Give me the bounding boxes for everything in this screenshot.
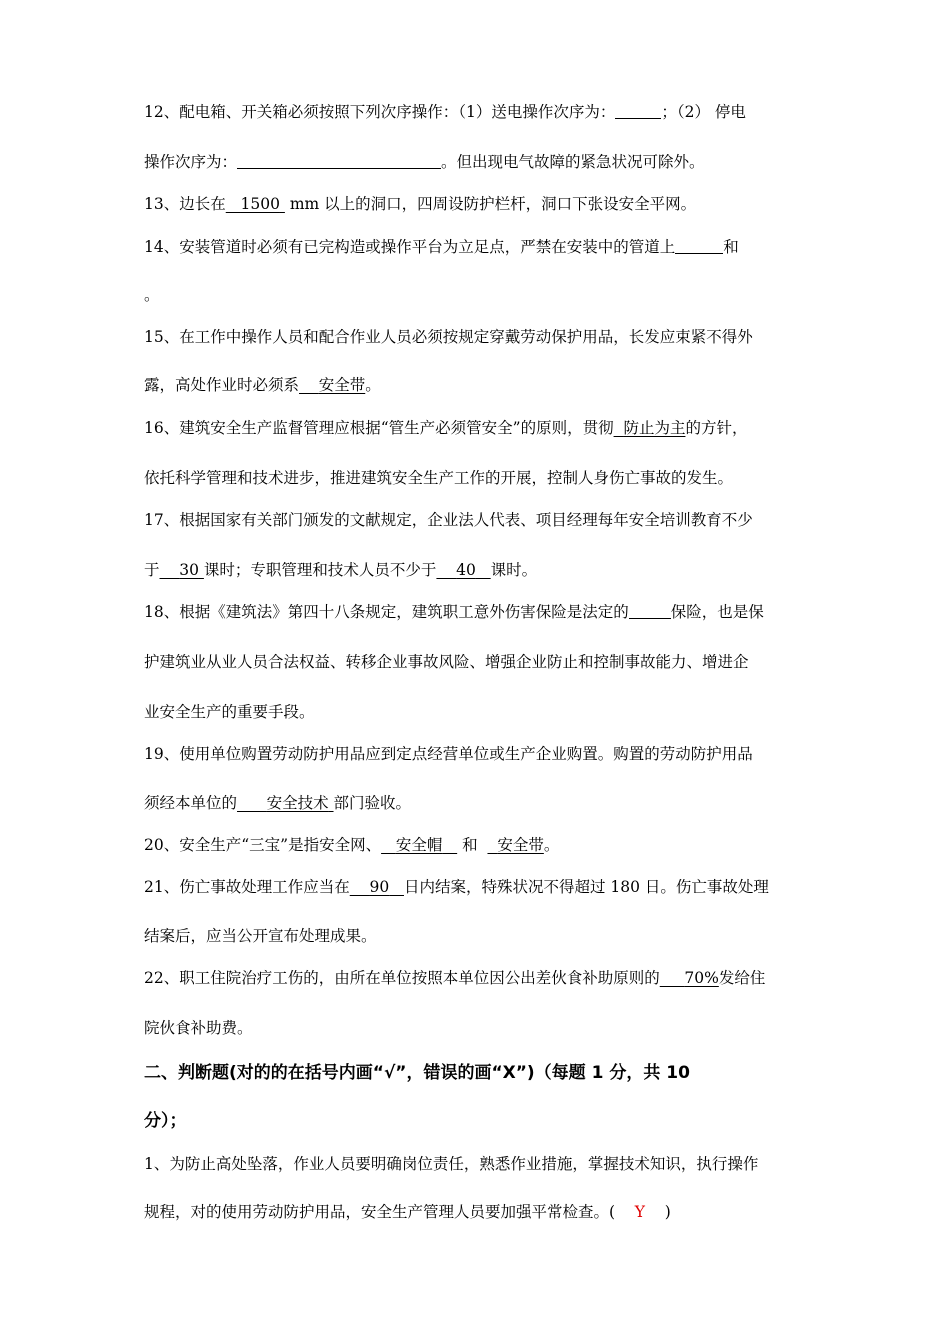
q12-line1: 12、配电箱、开关箱必须按照下列次序操作：（1）送电操作次序为： ；（2） 停电 <box>144 103 746 121</box>
q18-line1: 18、根据《建筑法》第四十八条规定，建筑职工意外伤害保险是法定的 保险，也是保 <box>144 603 764 621</box>
q21-line1: 21、伤亡事故处理工作应当在 90 日内结案，特殊状况不得超过 180 日。伤亡事故处理 <box>144 878 769 896</box>
q17-answer-1: 30 <box>179 561 199 579</box>
q22-line2: 院伙食补助费。 <box>144 1019 253 1037</box>
q14-blank <box>675 239 723 254</box>
q14-line2: 。 <box>144 286 160 304</box>
section-heading-judgement-cont: 分）； <box>144 1111 187 1131</box>
q16-line1: 16、建筑安全生产监督管理应根据“管生产必须管安全”的原则，贯彻 防止为主的方针， <box>144 419 748 437</box>
q18-line3: 业安全生产的重要手段。 <box>144 703 315 721</box>
section-heading-judgement: 二、判断题(对的的在括号内画“√”，错误的画“X”)（每题 1 分，共 10 <box>144 1063 690 1083</box>
q21-line2: 结案后，应当公开宣布处理成果。 <box>144 927 377 945</box>
q16-answer: 防止为主 <box>623 419 686 437</box>
q20-answer-1: 安全帽 <box>395 836 443 854</box>
j1-line1: 1、为防止高处坠落，作业人员要明确岗位责任，熟悉作业措施，掌握技术知识，执行操作 <box>144 1155 759 1173</box>
q17-line2: 于 30 课时；专职管理和技术人员不少于 40 课时。 <box>144 561 538 579</box>
q19-line2: 须经本单位的 安全技术 部门验收。 <box>144 794 412 812</box>
q13-answer: 1500 <box>240 195 280 213</box>
q21-answer: 90 <box>369 878 390 896</box>
q19-line1: 19、使用单位购置劳动防护用品应到定点经营单位或生产企业购置。购置的劳动防护用品 <box>144 745 753 763</box>
q15-line1: 15、在工作中操作人员和配合作业人员必须按规定穿戴劳动保护用品，长发应束紧不得外 <box>144 328 753 346</box>
q18-blank <box>629 604 671 619</box>
q13-line: 13、边长在 1500 mm 以上的洞口，四周设防护栏杆，洞口下张设安全平网。 <box>144 195 697 213</box>
q22-answer: 70% <box>684 969 719 987</box>
q18-line2: 护建筑业从业人员合法权益、转移企业事故风险、增强企业防止和控制事故能力、增进企 <box>144 653 749 671</box>
q22-line1: 22、职工住院治疗工伤的，由所在单位按照本单位因公出差伙食补助原则的 70%发给住 <box>144 969 766 987</box>
q12-line2: 操作次序为： 。但出现电气故障的紧急状况可除外。 <box>144 153 705 171</box>
q12-blank-2 <box>237 154 441 169</box>
q16-line2: 依托科学管理和技术进步，推进建筑安全生产工作的开展，控制人身伤亡事故的发生。 <box>144 469 734 487</box>
q17-answer-2: 40 <box>456 561 476 579</box>
q14-line1: 14、安装管道时必须有已完构造或操作平台为立足点，严禁在安装中的管道上 和 <box>144 238 739 256</box>
q20-line: 20、安全生产“三宝”是指安全网、 安全帽 和 安全带。 <box>144 836 560 854</box>
q17-line1: 17、根据国家有关部门颁发的文献规定，企业法人代表、项目经理每年安全培训教育不少 <box>144 511 753 529</box>
j1-line2: 规程，对的使用劳动防护用品，安全生产管理人员要加强平常检查。( Y ) <box>144 1203 671 1221</box>
j1-answer: Y <box>634 1203 646 1221</box>
q19-answer: 安全技术 <box>266 794 329 812</box>
q12-blank-1 <box>615 104 661 119</box>
q15-line2: 露，高处作业时必须系 安全带。 <box>144 376 381 394</box>
q15-answer: 安全带 <box>318 376 366 394</box>
q20-answer-2: 安全带 <box>497 836 544 854</box>
